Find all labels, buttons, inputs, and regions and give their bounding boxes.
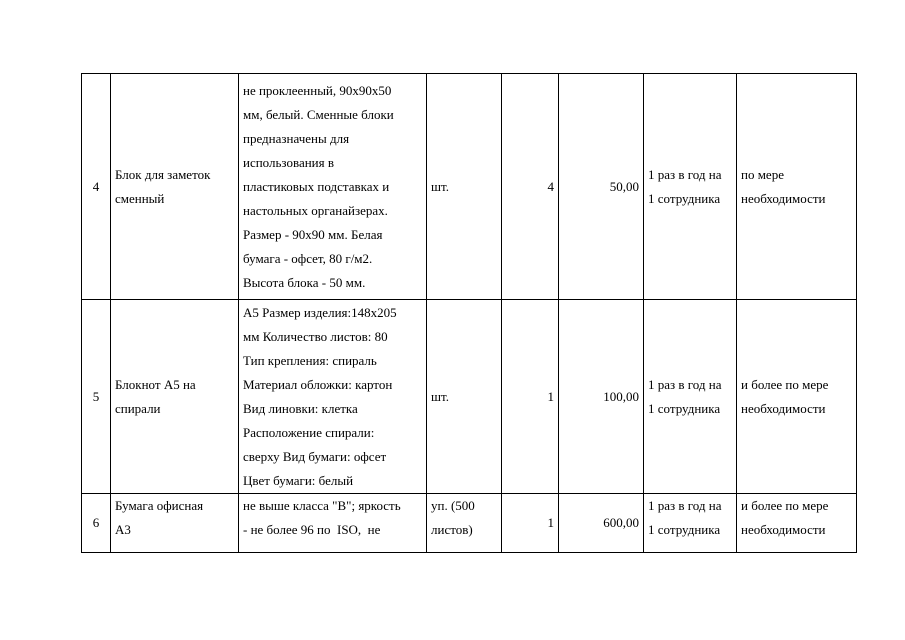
item-name-cell [111,494,239,553]
unit-line: шт. [431,388,449,404]
frequency-line: 1 сотрудника [648,190,721,206]
description-line: не проклеенный, 90х90х50 [243,82,392,98]
office-supplies-table [81,73,857,553]
frequency-cell [644,74,737,300]
frequency-cell [644,494,737,553]
item-description-cell [239,300,427,494]
description-line: Высота блока - 50 мм. [243,274,366,290]
note-line: по мере [741,166,784,182]
item-name-line: сменный [115,190,165,206]
item-description-cell [239,74,427,300]
table-row [82,300,857,494]
unit-cell [427,300,502,494]
description-line: бумага - офсет, 80 г/м2. [243,250,373,266]
note-cell [737,74,857,300]
description-line: пластиковых подставках и [243,178,390,194]
unit-line: листов) [431,522,473,537]
unit-cell [427,74,502,300]
item-name-line: А3 [115,522,131,537]
frequency-line: 1 раз в год на [648,166,722,182]
item-name-cell [111,74,239,300]
unit-cell [427,494,502,553]
unit-line: шт. [431,178,449,194]
note-line: необходимости [741,190,826,206]
table-row [82,494,857,553]
frequency-line: 1 раз в год на [648,376,722,392]
description-line: мм Количество листов: 80 [243,328,388,344]
description-line: мм, белый. Сменные блоки [243,106,394,122]
description-line: Размер - 90х90 мм. Белая [243,226,383,242]
description-line: предназначены для [243,130,350,146]
description-line: А5 Размер изделия:148х205 [243,304,397,320]
frequency-line: 1 сотрудника [648,522,721,537]
description-line: сверху Вид бумаги: офсет [243,448,387,464]
description-line: Вид линовки: клетка [243,400,358,416]
item-name-line: Блок для заметок [115,166,211,182]
description-line: Материал обложки: картон [243,376,393,392]
note-line: и более по мере [741,376,829,392]
quantity-cell: 1 [502,300,559,494]
table-row [82,74,857,300]
description-line: Тип крепления: спираль [243,352,377,368]
description-line: Расположение спирали: [243,424,375,440]
note-line: необходимости [741,400,826,416]
frequency-line: 1 раз в год на [648,498,722,513]
row-number: 6 [82,494,111,553]
note-line: необходимости [741,522,826,537]
row-number: 5 [82,300,111,494]
description-line: не выше класса "В"; яркость [243,498,401,513]
item-name-line: спирали [115,400,161,416]
description-line: настольных органайзерах. [243,202,388,218]
note-cell [737,494,857,553]
price-cell: 100,00 [559,300,644,494]
quantity-cell: 1 [502,494,559,553]
row-number: 4 [82,74,111,300]
item-name-line: Бумага офисная [115,498,204,513]
item-name-line: Блокнот А5 на [115,376,196,392]
frequency-cell [644,300,737,494]
quantity-cell: 4 [502,74,559,300]
description-line: - не более 96 по ISO, не [243,522,381,537]
price-cell: 600,00 [559,494,644,553]
item-description-cell [239,494,427,553]
unit-line: уп. (500 [431,498,475,513]
note-cell [737,300,857,494]
frequency-line: 1 сотрудника [648,400,721,416]
description-line: использования в [243,154,335,170]
item-name-cell [111,300,239,494]
note-line: и более по мере [741,498,829,513]
description-line: Цвет бумаги: белый [243,472,354,488]
price-cell: 50,00 [559,74,644,300]
